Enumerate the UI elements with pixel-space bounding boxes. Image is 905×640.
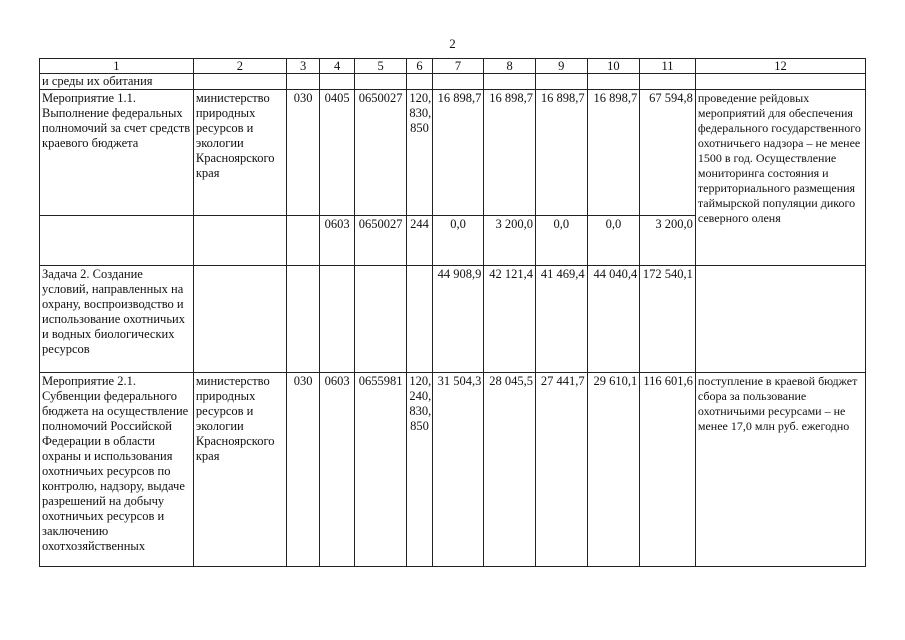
cell-col11: 172 540,1 bbox=[640, 266, 696, 373]
cell-col6: 244 bbox=[407, 216, 432, 266]
table-row bbox=[40, 266, 866, 373]
row-result: поступление в краевой бюджет сбора за пользование охотничьими ресурсами – не менее 17,0 млн руб. ежегодно bbox=[695, 373, 865, 567]
program-table bbox=[39, 58, 866, 567]
cell-col6: 120, 240, 830, 850 bbox=[407, 373, 432, 567]
cell-col9: 27 441,7 bbox=[535, 373, 587, 567]
cell-col9: 16 898,7 bbox=[535, 90, 587, 216]
cell-col10: 16 898,7 bbox=[587, 90, 640, 216]
column-header: 9 bbox=[535, 59, 587, 74]
cell-col4: 0603 bbox=[320, 373, 354, 567]
column-header: 12 bbox=[695, 59, 865, 74]
column-header: 4 bbox=[320, 59, 354, 74]
cell-col4: 0603 bbox=[320, 216, 354, 266]
cell-col11: 3 200,0 bbox=[640, 216, 696, 266]
cell-col5: 0655981 bbox=[354, 373, 407, 567]
column-header: 1 bbox=[40, 59, 194, 74]
column-header: 8 bbox=[484, 59, 536, 74]
cell-col10: 44 040,4 bbox=[587, 266, 640, 373]
cell-col6: 120, 830, 850 bbox=[407, 90, 432, 216]
cell-col8: 42 121,4 bbox=[484, 266, 536, 373]
cell-col8: 16 898,7 bbox=[484, 90, 536, 216]
row-name: Мероприятие 2.1. Субвенции федерального бюджета на осуществление полномочий Российской Федерации в области охраны и использования охотничьих ресурсов по контролю, надзору, выдаче разрешений на добычу охотничьих ресурсов и заключению охотхозяйственных bbox=[40, 373, 194, 567]
cell-col5: 0650027 bbox=[354, 90, 407, 216]
row-name: Задача 2. Создание условий, направленных на охрану, воспроизводство и использование охотничьих и водных биологических ресурсов bbox=[40, 266, 194, 373]
row-executor: министерство природных ресурсов и экологии Красноярского края bbox=[193, 373, 286, 567]
cell-col7: 0,0 bbox=[432, 216, 484, 266]
table-row bbox=[40, 373, 866, 567]
row-name: Мероприятие 1.1. Выполнение федеральных полномочий за счет средств краевого бюджета bbox=[40, 90, 194, 216]
cell-col7: 31 504,3 bbox=[432, 373, 484, 567]
continuation-text: и среды их обитания bbox=[40, 74, 194, 90]
cell-col11: 116 601,6 bbox=[640, 373, 696, 567]
page-number: 2 bbox=[449, 36, 456, 51]
cell-col9: 0,0 bbox=[535, 216, 587, 266]
column-header: 5 bbox=[354, 59, 407, 74]
table-row bbox=[40, 90, 866, 216]
column-number-row bbox=[40, 59, 866, 74]
column-header: 3 bbox=[286, 59, 319, 74]
row-executor: министерство природных ресурсов и экологии Красноярского края bbox=[193, 90, 286, 216]
cell-col3: 030 bbox=[286, 90, 319, 216]
cell-col7: 16 898,7 bbox=[432, 90, 484, 216]
column-header: 2 bbox=[193, 59, 286, 74]
column-header: 11 bbox=[640, 59, 696, 74]
continuation-row bbox=[40, 74, 866, 90]
cell-col11: 67 594,8 bbox=[640, 90, 696, 216]
column-header: 6 bbox=[407, 59, 432, 74]
cell-col10: 0,0 bbox=[587, 216, 640, 266]
cell-col9: 41 469,4 bbox=[535, 266, 587, 373]
cell-col8: 28 045,5 bbox=[484, 373, 536, 567]
cell-col7: 44 908,9 bbox=[432, 266, 484, 373]
column-header: 7 bbox=[432, 59, 484, 74]
row-result: проведение рейдовых мероприятий для обеспечения федерального государственного охотничьего надзора – не менее 1500 в год. Осуществление мониторинга состояния и территориального размещения таймырской популяции дикого северного оленя bbox=[695, 90, 865, 266]
cell-col8: 3 200,0 bbox=[484, 216, 536, 266]
cell-col3: 030 bbox=[286, 373, 319, 567]
cell-col5: 0650027 bbox=[354, 216, 407, 266]
cell-col4: 0405 bbox=[320, 90, 354, 216]
cell-col10: 29 610,1 bbox=[587, 373, 640, 567]
column-header: 10 bbox=[587, 59, 640, 74]
